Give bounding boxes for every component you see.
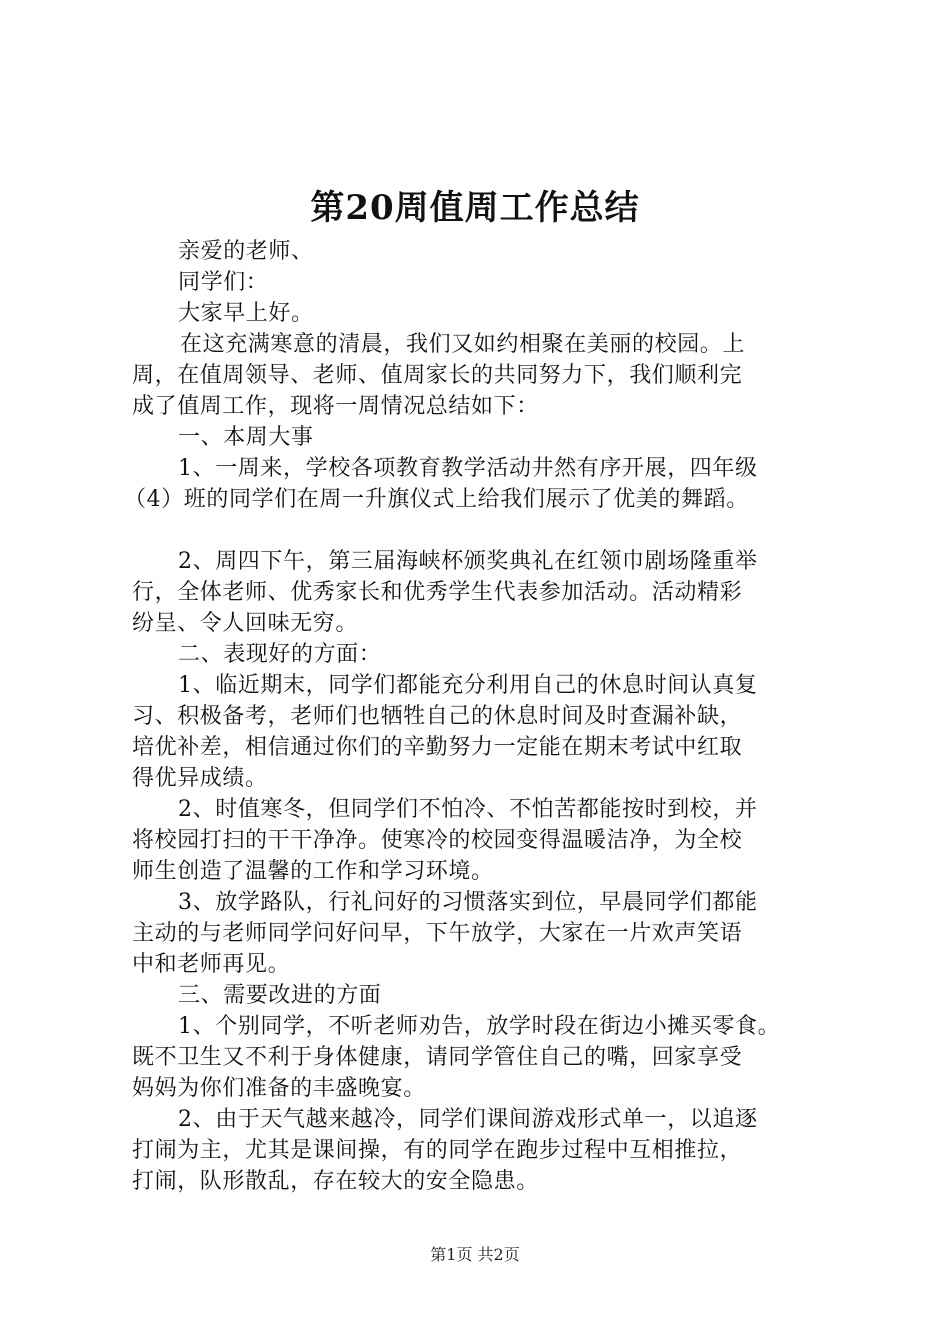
paragraph-line: 2、由于天气越来越冷，同学们课间游戏形式单一，以追逐 [178, 1107, 758, 1132]
paragraph-line: 将校园打扫的干干净净。使寒冷的校园变得温暖洁净，为全校 [132, 828, 743, 853]
paragraph-line: 1、临近期末，同学们都能充分利用自己的休息时间认真复 [178, 673, 758, 698]
salutation-line: 同学们： [178, 270, 269, 295]
section-heading: 一、本周大事 [178, 425, 314, 450]
paragraph-line: 在这充满寒意的清晨，我们又如约相聚在美丽的校园。上 [180, 332, 746, 357]
document-title: 第20周值周工作总结 [310, 188, 640, 228]
paragraph-line: 2、时值寒冬，但同学们不怕冷、不怕苦都能按时到校，并 [178, 797, 758, 822]
salutation-line: 亲爱的老师、 [178, 239, 314, 264]
document-body [124, 236, 842, 1197]
paragraph-line: 纷呈、令人回味无穷。 [132, 611, 359, 636]
section-heading: 二、表现好的方面： [178, 642, 382, 667]
paragraph-line: 习、积极备考，老师们也牺牲自己的休息时间及时查漏补缺， [132, 704, 743, 729]
paragraph-line: 主动的与老师同学问好问早，下午放学，大家在一片欢声笑语 [132, 921, 743, 946]
greeting-line: 大家早上好。 [178, 301, 314, 326]
paragraph-line: 行，全体老师、优秀家长和优秀学生代表参加活动。活动精彩 [132, 580, 743, 605]
paragraph-line: 1、个别同学，不听老师劝告，放学时段在街边小摊买零食。 [178, 1014, 781, 1039]
paragraph-line: 成了值周工作，现将一周情况总结如下： [132, 394, 539, 419]
paragraph-line: 中和老师再见。 [132, 952, 291, 977]
paragraph-line: 培优补差，相信通过你们的辛勤努力一定能在期末考试中红取 [132, 735, 743, 760]
paragraph-line: 妈妈为你们准备的丰盛晚宴。 [132, 1076, 426, 1101]
paragraph-line: 3、放学路队，行礼问好的习惯落实到位，早晨同学们都能 [178, 890, 758, 915]
paragraph-line: 师生创造了温馨的工作和学习环境。 [132, 859, 494, 884]
page-number-footer: 第1页 共2页 [430, 1245, 520, 1264]
paragraph-line: 打闹为主，尤其是课间操，有的同学在跑步过程中互相推拉， [132, 1138, 743, 1163]
paragraph-line: 得优异成绩。 [132, 766, 268, 791]
section-heading: 三、需要改进的方面 [178, 983, 382, 1008]
paragraph-line: 打闹，队形散乱，存在较大的安全隐患。 [132, 1169, 539, 1194]
paragraph-line: 2、周四下午，第三届海峡杯颁奖典礼在红领巾剧场隆重举 [178, 549, 758, 574]
paragraph-line: 周，在值周领导、老师、值周家长的共同努力下，我们顺利完 [132, 363, 743, 388]
paragraph-line: 1、一周来，学校各项教育教学活动井然有序开展，四年级 [178, 456, 758, 481]
paragraph-line: 既不卫生又不利于身体健康，请同学管住自己的嘴，回家享受 [132, 1045, 743, 1070]
paragraph-line: （4）班的同学们在周一升旗仪式上给我们展示了优美的舞蹈。 [124, 487, 749, 512]
blank-line [132, 515, 842, 546]
